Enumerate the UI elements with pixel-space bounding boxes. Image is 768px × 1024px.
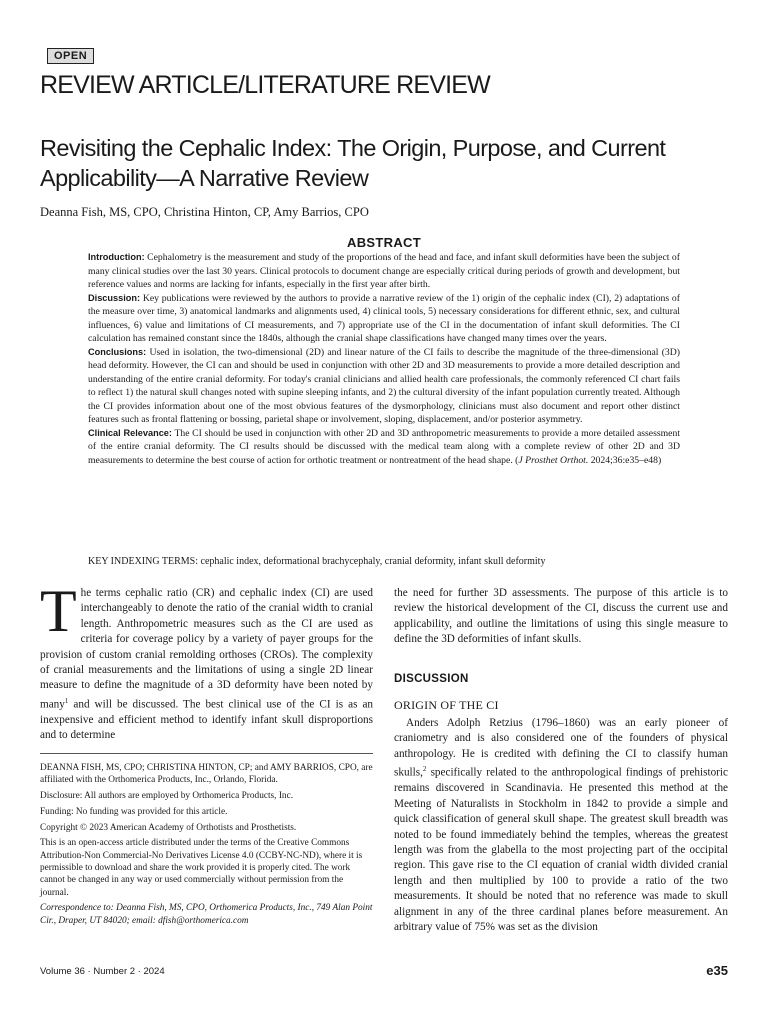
clinical-relevance-text: The CI should be used in conjunction with other 2D and 3D anthropometric measurements to provide a more detailed assessment of the entire cranial deformity. The CI results should be discussed with the medical team along with a complete review of other 2D and 3D measurements to determine the best course of action for orthotic treatment or nontreatment of the head shape. ( — [88, 427, 681, 466]
footnote-divider — [40, 753, 373, 754]
correspondence-note: Correspondence to: Deanna Fish, MS, CPO, Orthomerica Products, Inc., 749 Alan Point Cir., Draper, UT 84020; email: dfish@orthomerica.com — [40, 903, 373, 926]
open-access-badge: OPEN — [47, 48, 94, 64]
discussion-heading: DISCUSSION — [394, 673, 469, 685]
clinical-relevance-label: Clinical Relevance: — [88, 427, 172, 438]
discussion-text: Key publications were reviewed by the authors to provide a narrative review of the 1) origin of the cephalic index (CI), 2) adaptations of the measure over time, 3) anatomical landmarks and alignments used, 4) clinical tools, 5) necessary considerations for different ethnic, sex, and cultural influences, 6) value and limitations of CI measurements, and 7) appropriate use of the CI in the documentation of infant skull deformities. The CI calculation has remained constant since the 1840s, although the cranial shape classifications have changed many times over the years. — [88, 292, 680, 344]
article-title: Revisiting the Cephalic Index: The Origin, Purpose, and Current Applicability—A Narrative Review — [40, 135, 666, 191]
journal-citation: J Prosthet Orthot. — [518, 454, 589, 466]
intro-text-a: he terms cephalic ratio (CR) and cephalic index (CI) are used interchangeably to denote the ratio of the cranial width to cranial length. Anthropometric measures such as the CI are used as criteria for coverage policy by a variety of payer groups for the provision of custom cranial remolding orthoses (CROs). The complexity of cranial measurements and the limitations of using a single 2D linear measure to define the magnitude of a 3D deformity have been noted by many — [40, 587, 373, 711]
origin-subheading: ORIGIN OF THE CI — [394, 698, 499, 712]
conclusions-label: Conclusions: — [88, 346, 147, 357]
author-affiliation: DEANNA FISH, MS, CPO; CHRISTINA HINTON, CP; and AMY BARRIOS, CPO, are affiliated with the Orthomerica Products, Inc., Orlando, Florida. — [40, 763, 373, 786]
intro-continuation-text: the need for further 3D assessments. The purpose of this article is to review the historical development of the CI, discuss the current use and applicability, and outline the limitations of using this single measure to define the 3D deformities of infant skulls. — [394, 587, 728, 646]
origin-text-b: specifically related to the anthropological findings of prehistoric remains discovered in Scandinavia. He presented this method at the Meeting of Naturalists in Stockholm in 1842 to provide a simple and quick classification of general skull shape. The greatest skull breadth was noted to be found immediately behind the temples, whereas the greatest length was from the glabella to the most projecting part of the occipital region. This gave rise to the CI equation of cranial width divided cranial length and then multiplied by 100 to provide a ratio of the two measurements. It should be noted that no reference was made to skull alignment in any of the three cardinal planes before measurement. An arbitrary value of 75% was set as the division — [394, 766, 728, 934]
abstract-heading: ABSTRACT — [347, 235, 421, 250]
license-note: This is an open-access article distributed under the terms of the Creative Commons Attribution-Non Commercial-No Derivatives License 4.0 (CCBY-NC-ND), where it is permissible to download and share the work provided it is properly cited. The work cannot be changed in any way or used commercially without permission from the journal. — [40, 838, 363, 898]
intro-continuation — [394, 586, 728, 648]
key-terms-text: cephalic index, deformational brachycephaly, cranial deformity, infant skull deformity — [198, 556, 546, 567]
origin-text-a: Anders Adolph Retzius (1796–1860) was an early pioneer of craniometry and is also considered one of the founders of physical anthropology. He is credited with defining the CI to classify human skulls, — [394, 717, 728, 779]
reference-2[interactable]: 2 — [422, 765, 427, 774]
section-header: REVIEW ARTICLE/LITERATURE REVIEW — [40, 71, 490, 99]
discussion-label: Discussion: — [88, 292, 141, 303]
key-terms-label: KEY INDEXING TERMS: — [88, 556, 198, 567]
abstract-discussion — [88, 292, 680, 346]
disclosure-note: Disclosure: All authors are employed by Orthomerica Products, Inc. — [40, 791, 294, 802]
introduction-text: Cephalometry is the measurement and study of the proportions of the head and face, and infant skull deformities have been the subject of many clinical studies over the last 30 years. Clinical protocols to document change are especially critical during periods of growth and development, but reference values and norms are lacking for infants, especially in the first year after birth. — [88, 252, 680, 290]
reference-1[interactable]: 1 — [64, 696, 69, 705]
abstract-conclusions — [88, 346, 680, 427]
drop-cap: T — [40, 578, 77, 644]
conclusions-text: Used in isolation, the two-dimensional (2D) and linear nature of the CI fails to describe the magnitude of the three-dimensional (3D) head deformity. However, the CI can and should be used in conjunction with other 2D and 3D measurements to provide a more detailed description and understanding of the entire cranial deformity. For today's cranial clinicians and allied health care professionals, the commonly referenced CI chart fails to reflect 1) the natural skull changes noted with supine sleeping infants, and 2) the cultural diversity of the infant population currently treated. Although the CI provides information about one of the most obvious features of the dysmorphology, clinicians must also document and report other distinct features such as frontal flattening or bossing, parietal shape or involvement, sloping, displacement, and/or posterior asymmetry. — [88, 346, 680, 425]
intro-text-b: and will be discussed. The best clinical use of the CI is as an inexpensive and efficient method to identify infant skull disproportions and to determine — [40, 698, 373, 742]
abstract-clinical-relevance — [88, 427, 680, 468]
key-indexing-terms — [88, 555, 688, 569]
copyright-note: Copyright © 2023 American Academy of Orthotists and Prosthetists. — [40, 822, 297, 833]
footer-page-number: e35 — [706, 963, 728, 978]
intro-paragraph — [40, 578, 373, 744]
author-list: Deanna Fish, MS, CPO, Christina Hinton, CP, Amy Barrios, CPO — [40, 205, 369, 219]
origin-paragraph — [394, 716, 728, 935]
footer-volume: Volume 36 · Number 2 · 2024 — [40, 966, 165, 977]
funding-note: Funding: No funding was provided for this article. — [40, 806, 228, 817]
article-notes — [40, 762, 373, 927]
abstract-body — [88, 251, 680, 467]
citation-tail: 2024;36:e35–e48) — [588, 454, 662, 466]
introduction-label: Introduction: — [88, 252, 145, 262]
abstract-introduction — [88, 251, 680, 292]
